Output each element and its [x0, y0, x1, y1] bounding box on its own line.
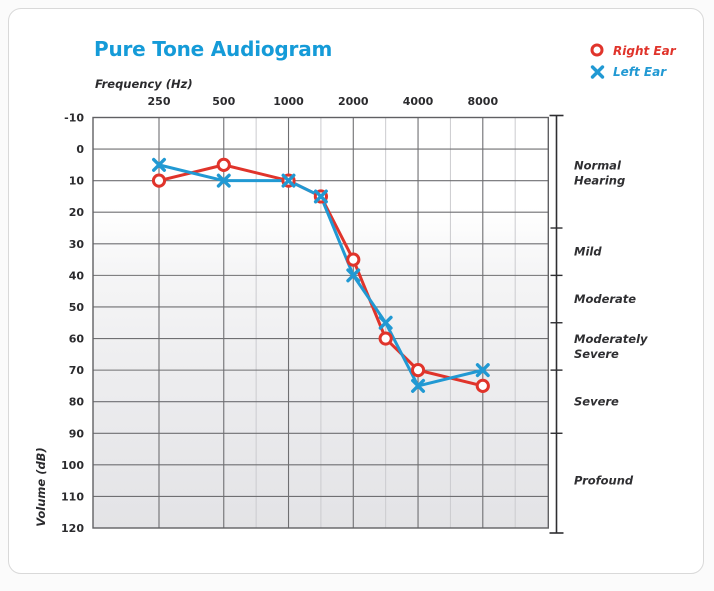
y-tick-label: 30 — [68, 237, 84, 251]
left-ear-x-icon — [593, 67, 603, 77]
legend — [592, 44, 677, 79]
x-tick-label: 1000 — [273, 95, 304, 108]
y-tick-label: 20 — [68, 206, 84, 220]
x-axis-title: Frequency (Hz) — [95, 77, 193, 91]
y-tick-label: 80 — [68, 395, 84, 409]
marker-circle-right-ear — [348, 254, 359, 265]
marker-circle-right-ear — [380, 333, 391, 344]
y-tick-label: 50 — [68, 300, 84, 314]
x-tick-label: 8000 — [467, 95, 499, 108]
marker-circle-right-ear — [153, 175, 164, 186]
y-tick-label: 10 — [68, 174, 84, 188]
y-tick-label: 40 — [68, 269, 84, 283]
severity-label-mild: Mild — [574, 244, 602, 259]
marker-circle-right-ear — [218, 159, 229, 170]
severity-label-profound: Profound — [574, 473, 634, 488]
x-tick-label: 250 — [147, 95, 171, 108]
severity-label-normal-hearing: Normal Hearing — [574, 158, 626, 188]
y-tick-label: 0 — [76, 143, 84, 157]
y-tick-label: 90 — [68, 427, 84, 441]
y-tick-label: -10 — [64, 111, 84, 125]
severity-scale — [550, 116, 649, 534]
x-tick-label: 500 — [212, 95, 236, 108]
legend-left-ear-label: Left Ear — [613, 65, 667, 79]
y-axis-title: Volume (dB) — [34, 447, 48, 527]
y-tick-label: 60 — [68, 332, 84, 346]
marker-circle-right-ear — [412, 365, 423, 376]
y-tick-label: 100 — [61, 458, 84, 472]
y-tick-label: 110 — [61, 490, 84, 504]
x-tick-label: 4000 — [402, 95, 434, 108]
y-tick-label: 70 — [68, 364, 84, 378]
severity-label-severe: Severe — [574, 394, 619, 409]
y-tick-label: 120 — [61, 522, 84, 535]
severity-label-moderate: Moderate — [574, 292, 637, 307]
marker-circle-right-ear — [477, 380, 488, 391]
right-ear-circle-icon — [592, 45, 602, 55]
severity-label-moderately-severe: Moderately Severe — [574, 331, 648, 361]
x-tick-label: 2000 — [337, 95, 369, 108]
legend-right-ear-label: Right Ear — [613, 44, 676, 58]
chart-title: Pure Tone Audiogram — [94, 37, 333, 61]
